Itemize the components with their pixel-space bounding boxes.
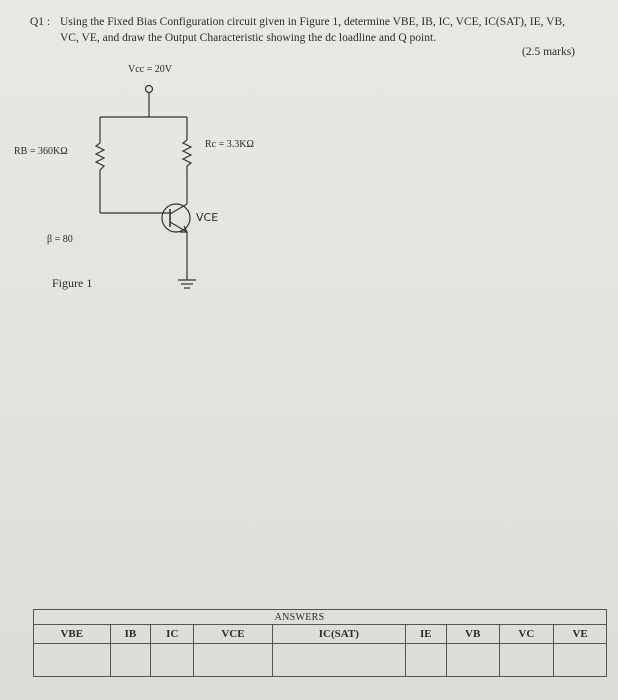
- vcc-label: Vcc = 20V: [128, 64, 172, 75]
- answer-cell-icsat[interactable]: [272, 644, 405, 677]
- question-text-line1: Using the Fixed Bias Configuration circuit given in Figure 1, determine VBE, IB, IC, VCE, IC(SAT), IE, VB,: [60, 16, 565, 28]
- header-ib: IB: [110, 625, 151, 644]
- rb-resistor: [96, 143, 104, 170]
- answers-table: [33, 609, 607, 677]
- header-vbe: VBE: [34, 625, 111, 644]
- answer-cell-ic[interactable]: [151, 644, 194, 677]
- header-ic: IC: [151, 625, 194, 644]
- question-text-line2: VC, VE, and draw the Output Characteristic showing the dc loadline and Q point.: [60, 32, 437, 44]
- beta-label: β = 80: [47, 234, 73, 245]
- answer-cell-vce[interactable]: [194, 644, 272, 677]
- rc-label: Rc = 3.3KΩ: [205, 139, 254, 150]
- header-vb: VB: [446, 625, 499, 644]
- answer-cell-vc[interactable]: [499, 644, 554, 677]
- answers-title: ANSWERS: [194, 610, 406, 625]
- answer-cell-ie[interactable]: [405, 644, 446, 677]
- answer-cell-vbe[interactable]: [34, 644, 111, 677]
- rb-label: RB = 360KΩ: [14, 146, 68, 157]
- header-ve: VE: [554, 625, 607, 644]
- question-marks: (2.5 marks): [522, 46, 576, 58]
- circuit-diagram: [0, 0, 618, 320]
- vce-label: VCE: [196, 211, 219, 224]
- figure-caption: Figure 1: [52, 276, 93, 290]
- transistor-symbol: [162, 204, 190, 232]
- answer-cell-ib[interactable]: [110, 644, 151, 677]
- header-vc: VC: [499, 625, 554, 644]
- rc-resistor: [183, 140, 191, 166]
- header-vce: VCE: [194, 625, 272, 644]
- vcc-terminal: [146, 86, 153, 93]
- header-icsat: IC(SAT): [272, 625, 405, 644]
- header-ie: IE: [405, 625, 446, 644]
- answer-cell-vb[interactable]: [446, 644, 499, 677]
- answer-cell-ve[interactable]: [554, 644, 607, 677]
- question-number: Q1 :: [30, 16, 51, 28]
